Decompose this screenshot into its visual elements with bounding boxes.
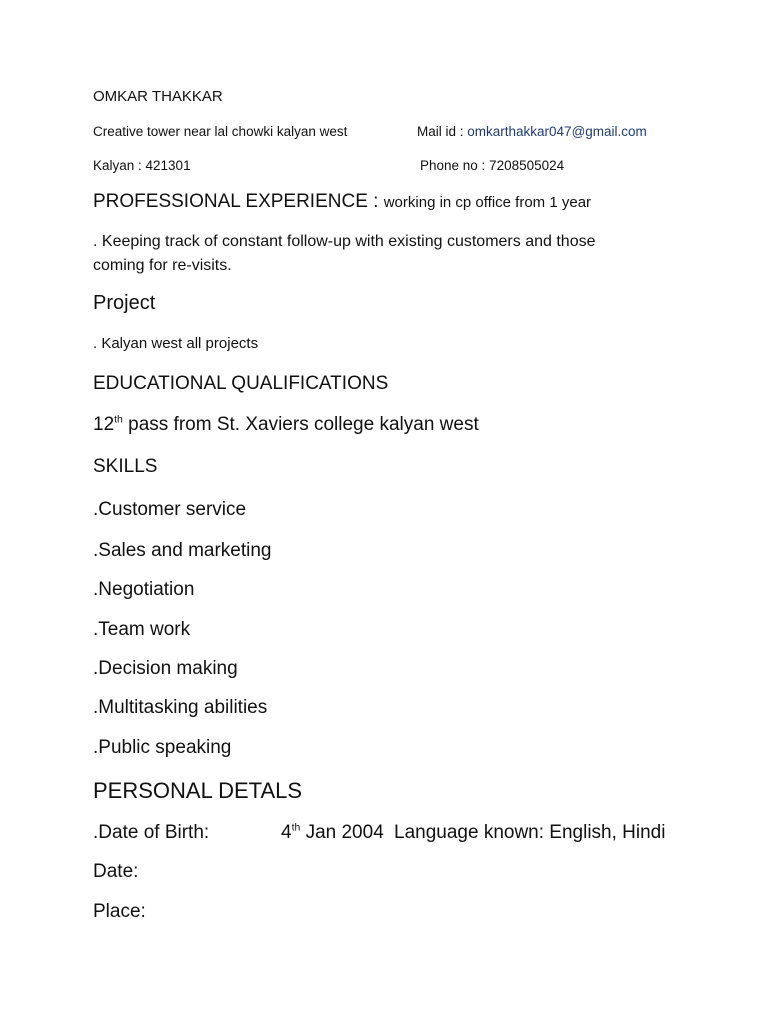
skill-item: .Sales and marketing [93,540,272,561]
dob-rest: Jan 2004 [300,822,384,843]
candidate-name: OMKAR THAKKAR [93,88,223,105]
dob-day: 4 [281,822,292,843]
skill-item: .Public speaking [93,737,232,758]
city-line: Kalyan : 421301 [93,158,191,173]
experience-detail: working in cp office from 1 year [383,194,592,211]
experience-description: . Keeping track of constant follow-up with existing customers and those coming for re-visits. [93,233,596,274]
personal-heading: PERSONAL DETALS [93,778,303,803]
experience-heading-row [93,191,591,213]
skills-heading: SKILLS [93,456,158,477]
skill-item: .Multitasking abilities [93,697,268,718]
education-item [93,414,479,436]
project-heading: Project [93,292,156,314]
experience-heading: PROFESSIONAL EXPERIENCE : [93,191,384,212]
education-heading: EDUCATIONAL QUALIFICATIONS [93,373,389,394]
grade-suffix: th [114,414,123,426]
dob-label: .Date of Birth: [93,822,210,843]
mail-id [417,124,647,139]
grade-number: 12 [93,414,115,435]
date-label: Date: [93,861,139,882]
dob-suffix: th [291,822,301,834]
phone-number: Phone no : 7208505024 [420,158,565,173]
skill-item: .Customer service [93,499,247,520]
mail-label: Mail id : [417,124,468,139]
dob-value [281,822,384,844]
email-link[interactable]: omkarthakkar047@gmail.com [467,124,647,139]
education-rest: pass from St. Xaviers college kalyan west [122,414,479,435]
skill-item: .Team work [93,619,191,640]
place-label: Place: [93,901,146,922]
project-item: . Kalyan west all projects [93,335,259,352]
skill-item: .Decision making [93,658,238,679]
address-line: Creative tower near lal chowki kalyan west [93,124,348,139]
skill-item: .Negotiation [93,579,195,600]
languages-known: Language known: English, Hindi [394,822,666,843]
